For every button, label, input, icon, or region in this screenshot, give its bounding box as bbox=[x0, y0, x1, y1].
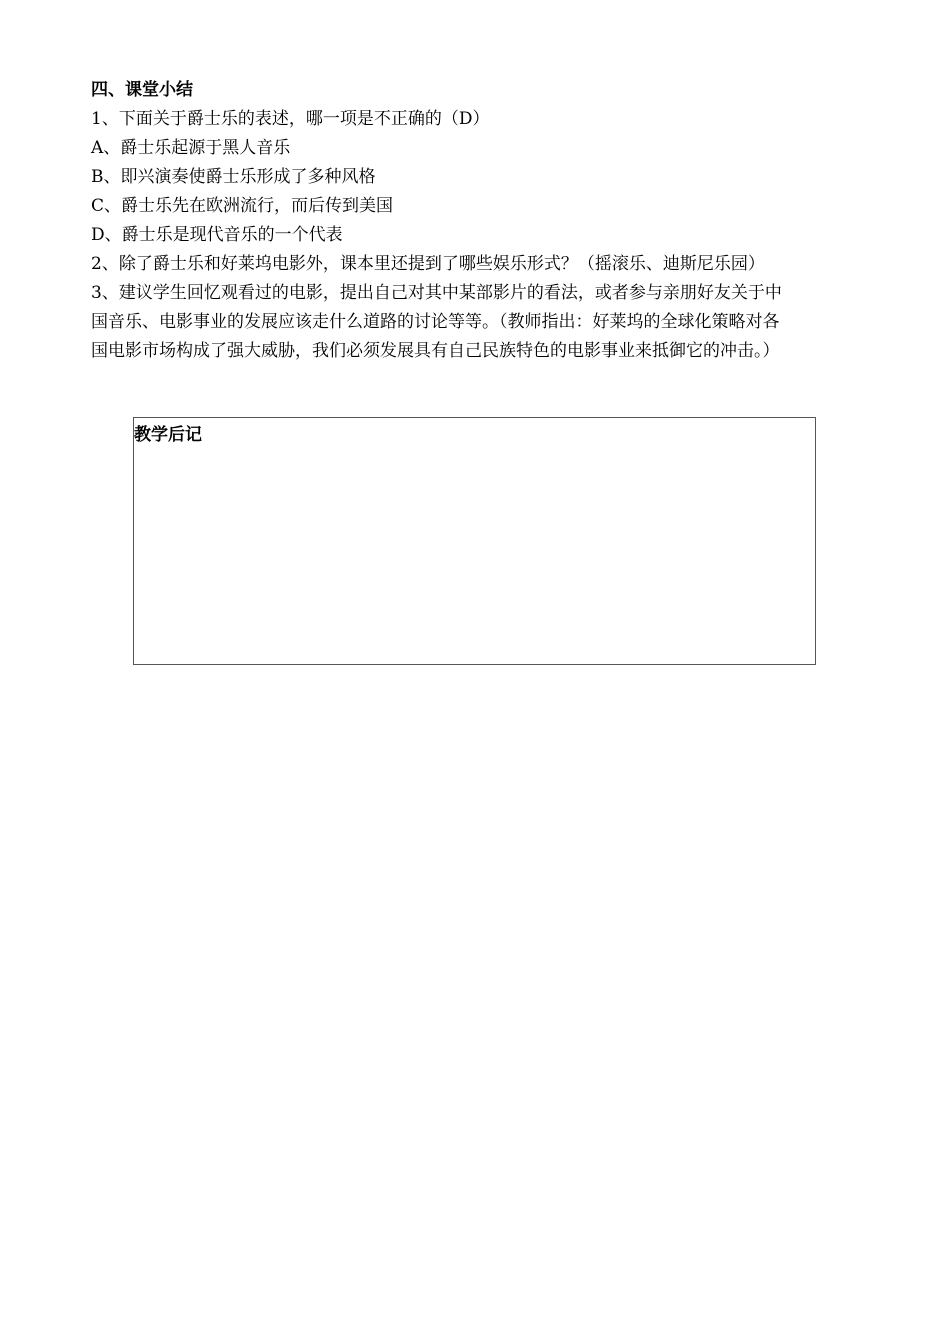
teaching-notes-box bbox=[133, 417, 816, 665]
question-2: 2、除了爵士乐和好莱坞电影外，课本里还提到了哪些娱乐形式？（摇滚乐、迪斯尼乐园） bbox=[91, 254, 765, 274]
option-b: B、即兴演奏使爵士乐形成了多种风格 bbox=[91, 167, 376, 187]
option-c: C、爵士乐先在欧洲流行，而后传到美国 bbox=[91, 196, 394, 216]
question-3-line-2: 国音乐、电影事业的发展应该走什么道路的讨论等等。（教师指出：好莱坞的全球化策略对各 bbox=[91, 312, 780, 332]
option-d: D、爵士乐是现代音乐的一个代表 bbox=[91, 225, 343, 245]
lesson-summary-section bbox=[91, 76, 871, 366]
teaching-notes-title: 教学后记 bbox=[134, 425, 202, 445]
question-1: 1、下面关于爵士乐的表述，哪一项是不正确的（D） bbox=[91, 109, 490, 129]
question-3 bbox=[91, 279, 865, 366]
option-a: A、爵士乐起源于黑人音乐 bbox=[91, 138, 291, 158]
question-3-line-3: 国电影市场构成了强大威胁，我们必须发展具有自己民族特色的电影事业来抵御它的冲击。） bbox=[91, 341, 780, 361]
question-3-line-1: 3、建议学生回忆观看过的电影，提出自己对其中某部影片的看法，或者参与亲朋好友关于中 bbox=[91, 283, 782, 303]
section-heading: 四、课堂小结 bbox=[91, 80, 193, 100]
